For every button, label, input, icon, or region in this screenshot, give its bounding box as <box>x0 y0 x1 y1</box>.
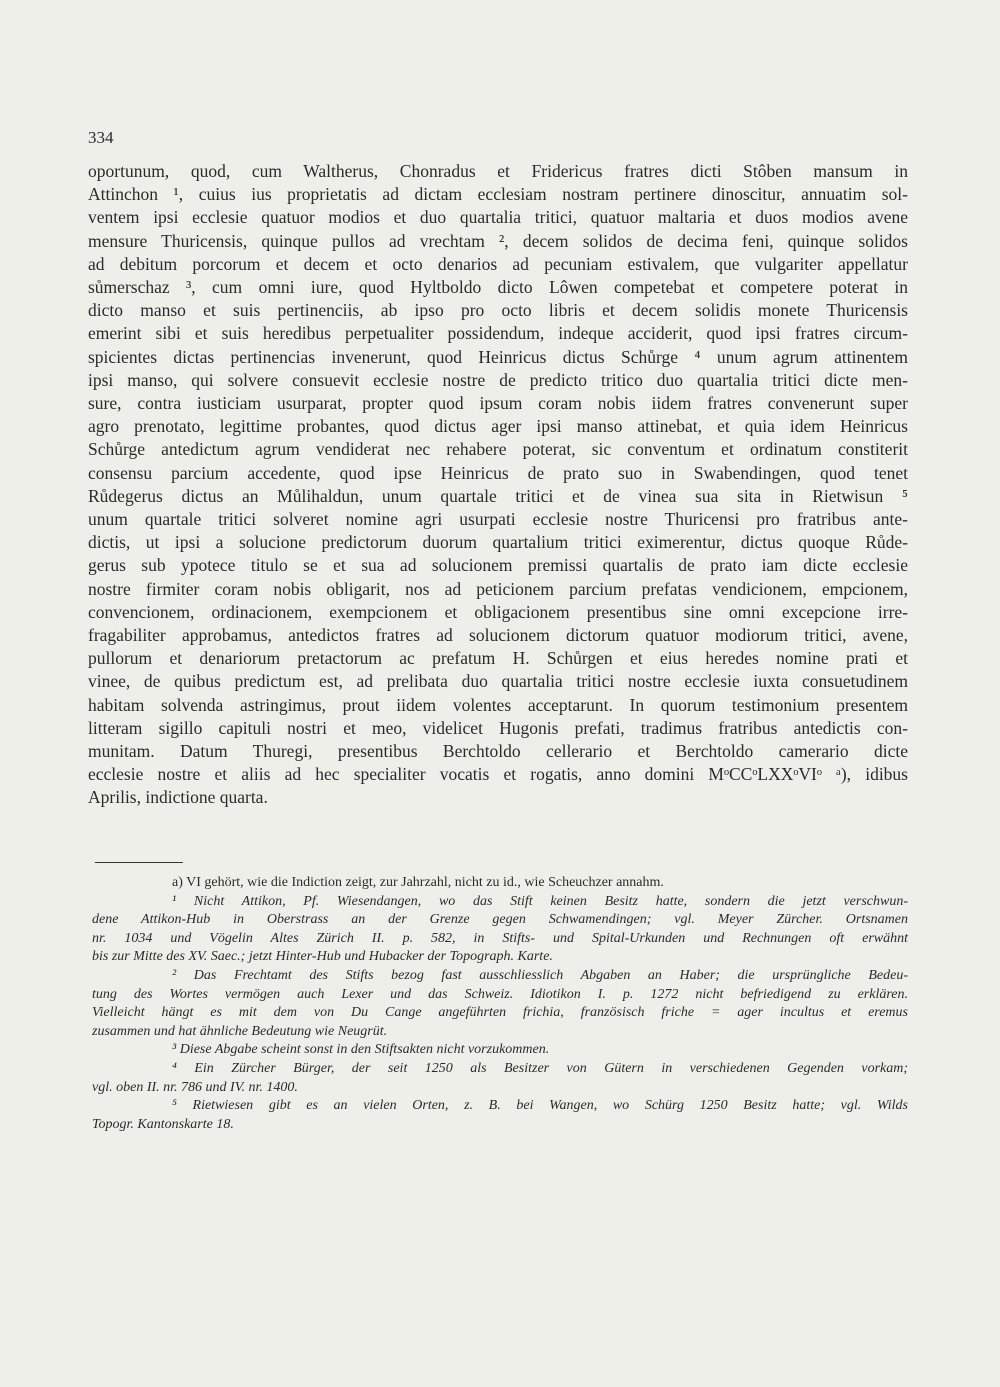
footnote-line: dene Attikon-Hub in Oberstrass an der Grenze gegen Schwamendingen; vgl. Meyer Zürcher. Ortsnamen <box>92 912 908 928</box>
footnote-line: nr. 1034 und Vögelin Altes Zürich II. p. 582, in Stifts- und Spital-Urkunden und Rechnungen oft erwähnt <box>92 930 908 946</box>
footnote-marker: ² <box>172 967 177 983</box>
footnote-marker: a) <box>172 875 183 890</box>
body-line: ipsi manso, qui solvere consuevit ecclesie nostre de predicto tritico duo quartalia tritici dicte men- <box>88 369 908 390</box>
body-line: ventem ipsi ecclesie quatuor modios et duo quartalia tritici, quatuor maltaria et duos modios avene <box>88 207 908 228</box>
body-line: Schůrge antedictum agrum vendiderat nec rehabere poterat, sic conventum et ordinatum constiterit <box>88 439 908 460</box>
body-line: consensu parcium accedente, quod ipse Heinricus de prato suo in Swabendingen, quod tenet <box>88 462 908 483</box>
body-line: convencionem, ordinacionem, exempcionem et obligacionem presentibus sine omni excepcione irre- <box>88 601 908 622</box>
footnote-marker: ¹ <box>172 893 177 909</box>
footnotes <box>92 874 908 1134</box>
footnote-1 <box>92 893 908 967</box>
footnote-line: Ein Zürcher Bürger, der seit 1250 als Besitzer von Gütern in verschiedenen Gegenden vorkam; <box>194 1060 909 1076</box>
body-line: agro prenotato, legittime probantes, quod dictus ager ipsi manso attinebat, et quia idem Heinricus <box>88 416 908 437</box>
footnote-line: Nicht Attikon, Pf. Wiesendangen, wo das Stift keinen Besitz hatte, sondern die jetzt verschwun- <box>193 893 909 909</box>
body-line: spicientes dictas pertinencias invenerunt, quod Heinricus dictus Schůrge ⁴ unum agrum attinentem <box>88 346 908 367</box>
body-line: dictis, ut ipsi a solucione predictorum duorum quartalium tritici eximerentur, dictus quoque Růde- <box>88 532 908 553</box>
body-text <box>88 160 908 810</box>
footnote-line: VI gehört, wie die Indiction zeigt, zur Jahrzahl, nicht zu id., wie Scheuchzer annahm. <box>186 875 664 890</box>
body-line: pullorum et denariorum pretactorum ac prefatum H. Schůrgen et eius heredes nomine prati et <box>88 648 908 669</box>
footnote-marker: ⁵ <box>172 1098 177 1114</box>
footnote-line: Rietwiesen gibt es an vielen Orten, z. B. bei Wangen, wo Schürg 1250 Besitz hatte; vgl. Wilds <box>192 1098 909 1114</box>
footnote-line: Diese Abgabe scheint sonst in den Stiftsakten nicht vorzukommen. <box>179 1042 550 1058</box>
footnote-line: zusammen und hat ähnliche Bedeutung wie Neugrüt. <box>92 1023 388 1039</box>
footnote-3 <box>92 1041 908 1060</box>
footnote-line: Vielleicht hängt es mit dem von Du Cange angeführten frichia, französisch friche = ager incultus et eremus <box>92 1005 908 1021</box>
footnote-divider <box>95 862 183 863</box>
footnote-4 <box>92 1060 908 1097</box>
body-line: litteram sigillo capituli nostri et meo, videlicet Hugonis prefati, tradimus fratribus antedictis con- <box>88 717 908 738</box>
body-line: sure, contra iusticiam usurparat, propter quod ipsum coram nobis iidem fratres convenerunt super <box>88 393 908 414</box>
body-line: fragabiliter approbamus, antedictos fratres ad solucionem dictorum quatuor modiorum tritici, avene, <box>88 625 908 646</box>
footnote-line: Das Frechtamt des Stifts bezog fast ausschliesslich Abgaben an Haber; die ursprüngliche Bedeu- <box>193 967 909 983</box>
page-number: 334 <box>88 128 114 147</box>
footnote-2 <box>92 967 908 1041</box>
footnote-line: tung des Wortes vermögen auch Lexer und das Schweiz. Idiotikon I. p. 1272 nicht befriedigend zu erklären. <box>92 986 908 1002</box>
body-line: unum quartale tritici solveret nomine agri usurpati ecclesie nostre Thuricensi pro fratribus ante- <box>88 509 908 530</box>
footnote-marker: ³ <box>172 1042 177 1058</box>
body-line: oportunum, quod, cum Waltherus, Chonradus et Fridericus fratres dicti Stôben mansum in <box>88 161 908 181</box>
body-line: gerus sub ypotece titulo se et sua ad solucionem premissi quartalis de prato iam dicte ecclesie <box>88 555 908 576</box>
footnote-line: bis zur Mitte des XV. Saec.; jetzt Hinter-Hub und Hubacker der Topograph. Karte. <box>92 949 553 965</box>
body-line: munitam. Datum Thuregi, presentibus Berchtoldo cellerario et Berchtoldo camerario dicte <box>88 741 908 762</box>
footnote-marker: ⁴ <box>172 1060 177 1076</box>
body-line: ad debitum porcorum et decem et octo denarios ad pecuniam estivalem, que vulgariter appellatur <box>88 253 908 274</box>
body-line: Aprilis, indictione quarta. <box>88 787 268 808</box>
body-line: habitam solvenda astringimus, prout iidem volentes acceptarunt. In quorum testimonium presentem <box>88 694 908 715</box>
body-line: ecclesie nostre et aliis ad hec specialiter vocatis et rogatis, anno domini MᵒCCᵒLXXᵒVIᵒ ᵃ), idibus <box>88 764 908 785</box>
body-line: mensure Thuricensis, quinque pullos ad vrechtam ², decem solidos de decima feni, quinque solidos <box>88 230 908 251</box>
body-line: vinee, de quibus predictum est, ad prelibata duo quartalia tritici nostre ecclesie iuxta consuetudinem <box>88 671 908 692</box>
body-line: emerint sibi et suis heredibus perpetualiter possidendum, indeque acciderit, quod ipsi fratres circum- <box>88 323 908 344</box>
footnote-line: vgl. oben II. nr. 786 und IV. nr. 1400. <box>92 1079 298 1095</box>
body-line: Attinchon ¹, cuius ius proprietatis ad dictam ecclesiam nostram pertinere dinoscitur, annuatim sol- <box>88 184 908 205</box>
footnote-a <box>92 874 908 893</box>
body-line: nostre firmiter coram nobis obligarit, nos ad peticionem parcium prefatas vendicionem, empcionem, <box>88 578 908 599</box>
footnote-line: Topogr. Kantonskarte 18. <box>92 1116 234 1132</box>
body-line: dicto manso et suis pertinenciis, ab ipso pro octo libris et decem solidis monete Thuricensis <box>88 300 908 321</box>
body-line: sůmerschaz ³, cum omni iure, quod Hyltboldo dicto Lôwen competebat et competere poterat in <box>88 277 908 298</box>
body-line: Růdegerus dictus an Můlihaldun, unum quartale tritici et de vinea sua sita in Rietwisun ⁵ <box>88 485 908 506</box>
footnote-5 <box>92 1097 908 1134</box>
